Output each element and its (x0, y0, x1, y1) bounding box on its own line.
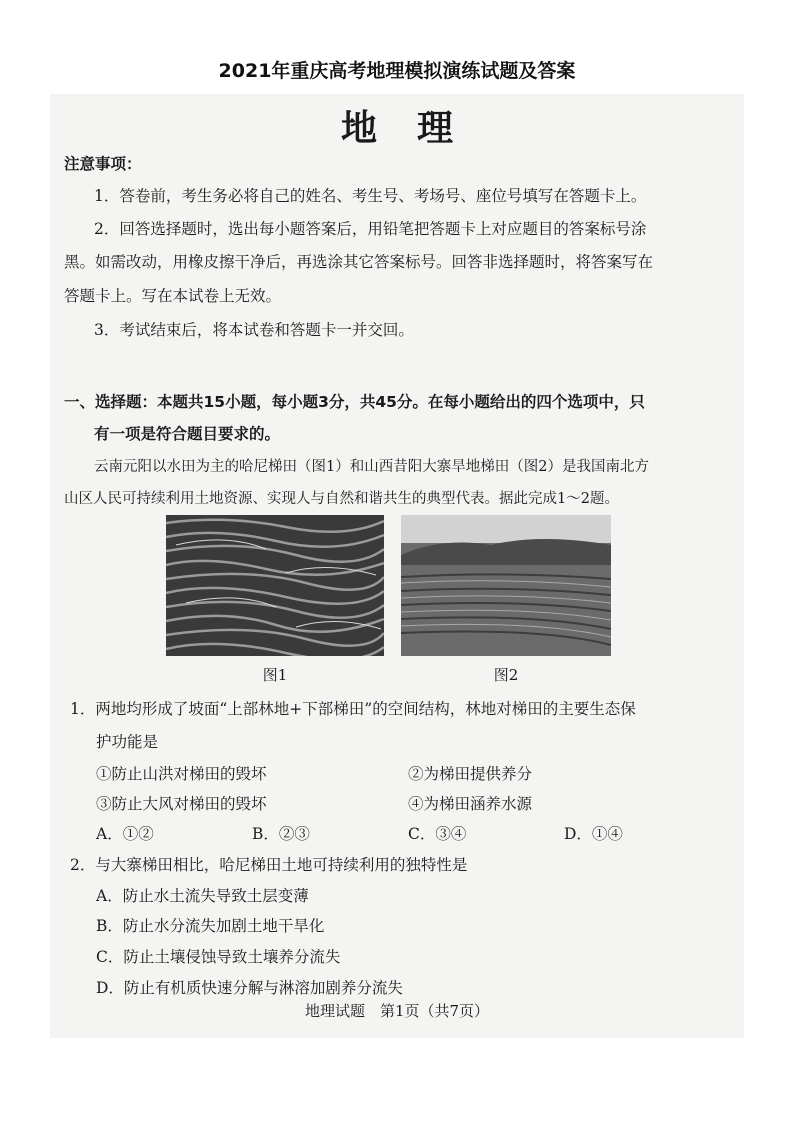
subject-title: 地理 (340, 108, 493, 149)
question-1-statement: ④为梯田涵养水源 (408, 795, 533, 813)
notice-item: 2．回答选择题时，选出每小题答案后，用铅笔把答题卡上对应题目的答案标号涂 (94, 220, 647, 238)
notice-item: 1．答卷前，考生务必将自己的姓名、考生号、考场号、座位号填写在答题卡上。 (94, 187, 647, 205)
question-1-statement: ③防止大风对梯田的毁坏 (96, 795, 267, 813)
document-title: 2021年重庆高考地理模拟演练试题及答案 (218, 60, 576, 82)
figure-2-photo (401, 515, 611, 656)
question-1-choice-a: A．①② (96, 825, 154, 843)
question-1-stem: 1．两地均形成了坡面“上部林地+下部梯田”的空间结构，林地对梯田的主要生态保 (70, 700, 636, 718)
question-1-choice-b: B．②③ (252, 825, 310, 843)
question-2-choice-d: D．防止有机质快速分解与淋溶加剧养分流失 (96, 979, 403, 997)
section-heading: 一、选择题：本题共15小题，每小题3分，共45分。在每小题给出的四个选项中，只 (64, 393, 645, 411)
question-2-choice-c: C．防止土壤侵蚀导致土壤养分流失 (96, 948, 341, 966)
section-intro: 云南元阳以水田为主的哈尼梯田（图1）和山西昔阳大寨旱地梯田（图2）是我国南北方 (94, 459, 649, 475)
figure-1-caption: 图1 (262, 666, 288, 684)
question-1-choice-d: D．①④ (564, 825, 623, 843)
question-2-choice-a: A．防止水土流失导致土层变薄 (96, 887, 309, 905)
notice-heading: 注意事项： (64, 155, 142, 173)
question-1-choice-c: C．③④ (408, 825, 467, 843)
section-heading: 有一项是符合题目要求的。 (94, 425, 281, 443)
question-1-stem: 护功能是 (96, 733, 159, 751)
question-2-stem: 2．与大寨梯田相比，哈尼梯田土地可持续利用的独特性是 (70, 856, 468, 874)
figure-1-photo (166, 515, 384, 656)
notice-item: 3．考试结束后，将本试卷和答题卡一并交回。 (94, 321, 414, 339)
notice-item: 黑。如需改动，用橡皮擦干净后，再选涂其它答案标号。回答非选择题时，将答案写在 (64, 253, 654, 271)
section-intro: 山区人民可持续利用土地资源、实现人与自然和谐共生的典型代表。据此完成1～2题。 (64, 491, 619, 507)
figure-2-caption: 图2 (493, 666, 519, 684)
question-1-statement: ①防止山洪对梯田的毁坏 (96, 765, 267, 783)
page-footer: 地理试题 第1页（共7页） (304, 1002, 490, 1020)
question-2-choice-b: B．防止水分流失加剧土地干旱化 (96, 917, 325, 935)
notice-item: 答题卡上。写在本试卷上无效。 (64, 287, 282, 305)
question-1-statement: ②为梯田提供养分 (408, 765, 533, 783)
